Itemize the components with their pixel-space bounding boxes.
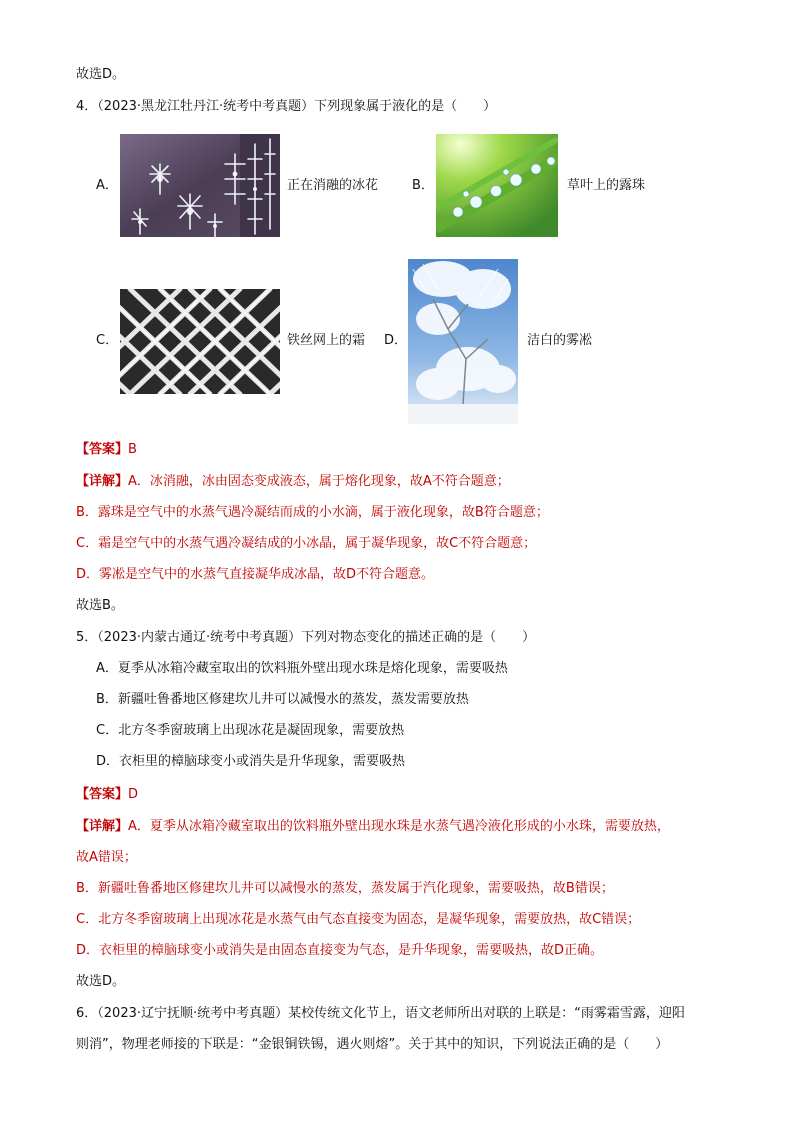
q4-detail-4: D．雾凇是空气中的水蒸气直接凝华成冰晶，故D不符合题意。 [76, 567, 435, 582]
q4-option-a-image [120, 134, 280, 237]
q5-option-c: C．北方冬季窗玻璃上出现冰花是凝固现象，需要放热 [96, 723, 405, 738]
q4-answer-line [76, 441, 137, 459]
q4-option-c-letter: C． [96, 333, 119, 348]
q5-stem: 5．（2023·内蒙古通辽·统考中考真题）下列对物态变化的描述正确的是（ ） [76, 630, 536, 645]
q6-stem-line-2: 则消”，物理老师接的下联是：“金银铜铁锡，遇火则熔”。关于其中的知识，下列说法正确的是（ ） [76, 1037, 669, 1052]
q4-option-b-image [436, 134, 558, 237]
q4-conclusion: 故选B。 [76, 598, 124, 613]
prev-conclusion: 故选D。 [76, 67, 126, 82]
q5-option-a: A．夏季从冰箱冷藏室取出的饮料瓶外壁出现水珠是熔化现象，需要吸热 [96, 661, 508, 676]
q4-detail-3: C．霜是空气中的水蒸气遇冷凝结成的小冰晶，属于凝华现象，故C不符合题意； [76, 536, 537, 551]
q4-option-b-letter: B． [412, 178, 434, 193]
q4-option-c-text: 铁丝网上的霜 [287, 333, 366, 348]
q5-detail-tag: 【详解】 [76, 819, 129, 834]
q5-detail-line-1 [76, 818, 670, 836]
q5-answer-tag: 【答案】 [76, 787, 129, 802]
q4-option-d-text: 洁白的雾凇 [527, 333, 593, 348]
q5-answer-line [76, 786, 138, 804]
q6-stem-line-1: 6．（2023·辽宁抚顺·统考中考真题）某校传统文化节上，语文老师所出对联的上联是：“雨雾霜雪露，迎阳 [76, 1006, 685, 1021]
q4-detail-tag: 【详解】 [76, 474, 129, 489]
q4-option-d-image [408, 259, 518, 424]
q4-option-a-text: 正在消融的冰花 [287, 178, 379, 193]
q4-option-d-letter: D． [384, 333, 408, 348]
q4-answer: B [128, 442, 137, 457]
q5-detail-2: 故A错误； [76, 850, 137, 865]
q5-detail-3: B．新疆吐鲁番地区修建坎儿井可以减慢水的蒸发，蒸发属于汽化现象，需要吸热，故B错误； [76, 881, 614, 896]
q5-option-b: B．新疆吐鲁番地区修建坎儿井可以减慢水的蒸发，蒸发需要放热 [96, 692, 469, 707]
q4-detail-1: A．冰消融，冰由固态变成液态，属于熔化现象，故A不符合题意； [128, 474, 510, 489]
q4-option-a-letter: A． [96, 178, 118, 193]
q5-detail-4: C．北方冬季窗玻璃上出现冰花是水蒸气由气态直接变为固态，是凝华现象，需要放热，故C错误； [76, 912, 641, 927]
q5-option-d: D．衣柜里的樟脑球变小或消失是升华现象，需要吸热 [96, 754, 406, 769]
q4-option-b-text: 草叶上的露珠 [567, 178, 646, 193]
q4-detail-2: B．露珠是空气中的水蒸气遇冷凝结而成的小水滴，属于液化现象，故B符合题意； [76, 505, 549, 520]
q5-detail-1: A．夏季从冰箱冷藏室取出的饮料瓶外壁出现水珠是水蒸气遇冷液化形成的小水珠，需要放热， [128, 819, 670, 834]
q5-detail-5: D．衣柜里的樟脑球变小或消失是由固态直接变为气态，是升华现象，需要吸热，故D正确。 [76, 943, 604, 958]
q5-answer: D [128, 787, 139, 802]
q4-option-c-image [120, 289, 280, 394]
q4-answer-tag: 【答案】 [76, 442, 129, 457]
q4-stem: 4．（2023·黑龙江牡丹江·统考中考真题）下列现象属于液化的是（ ） [76, 99, 497, 114]
q5-conclusion: 故选D。 [76, 974, 126, 989]
q4-detail-line-1 [76, 473, 510, 491]
